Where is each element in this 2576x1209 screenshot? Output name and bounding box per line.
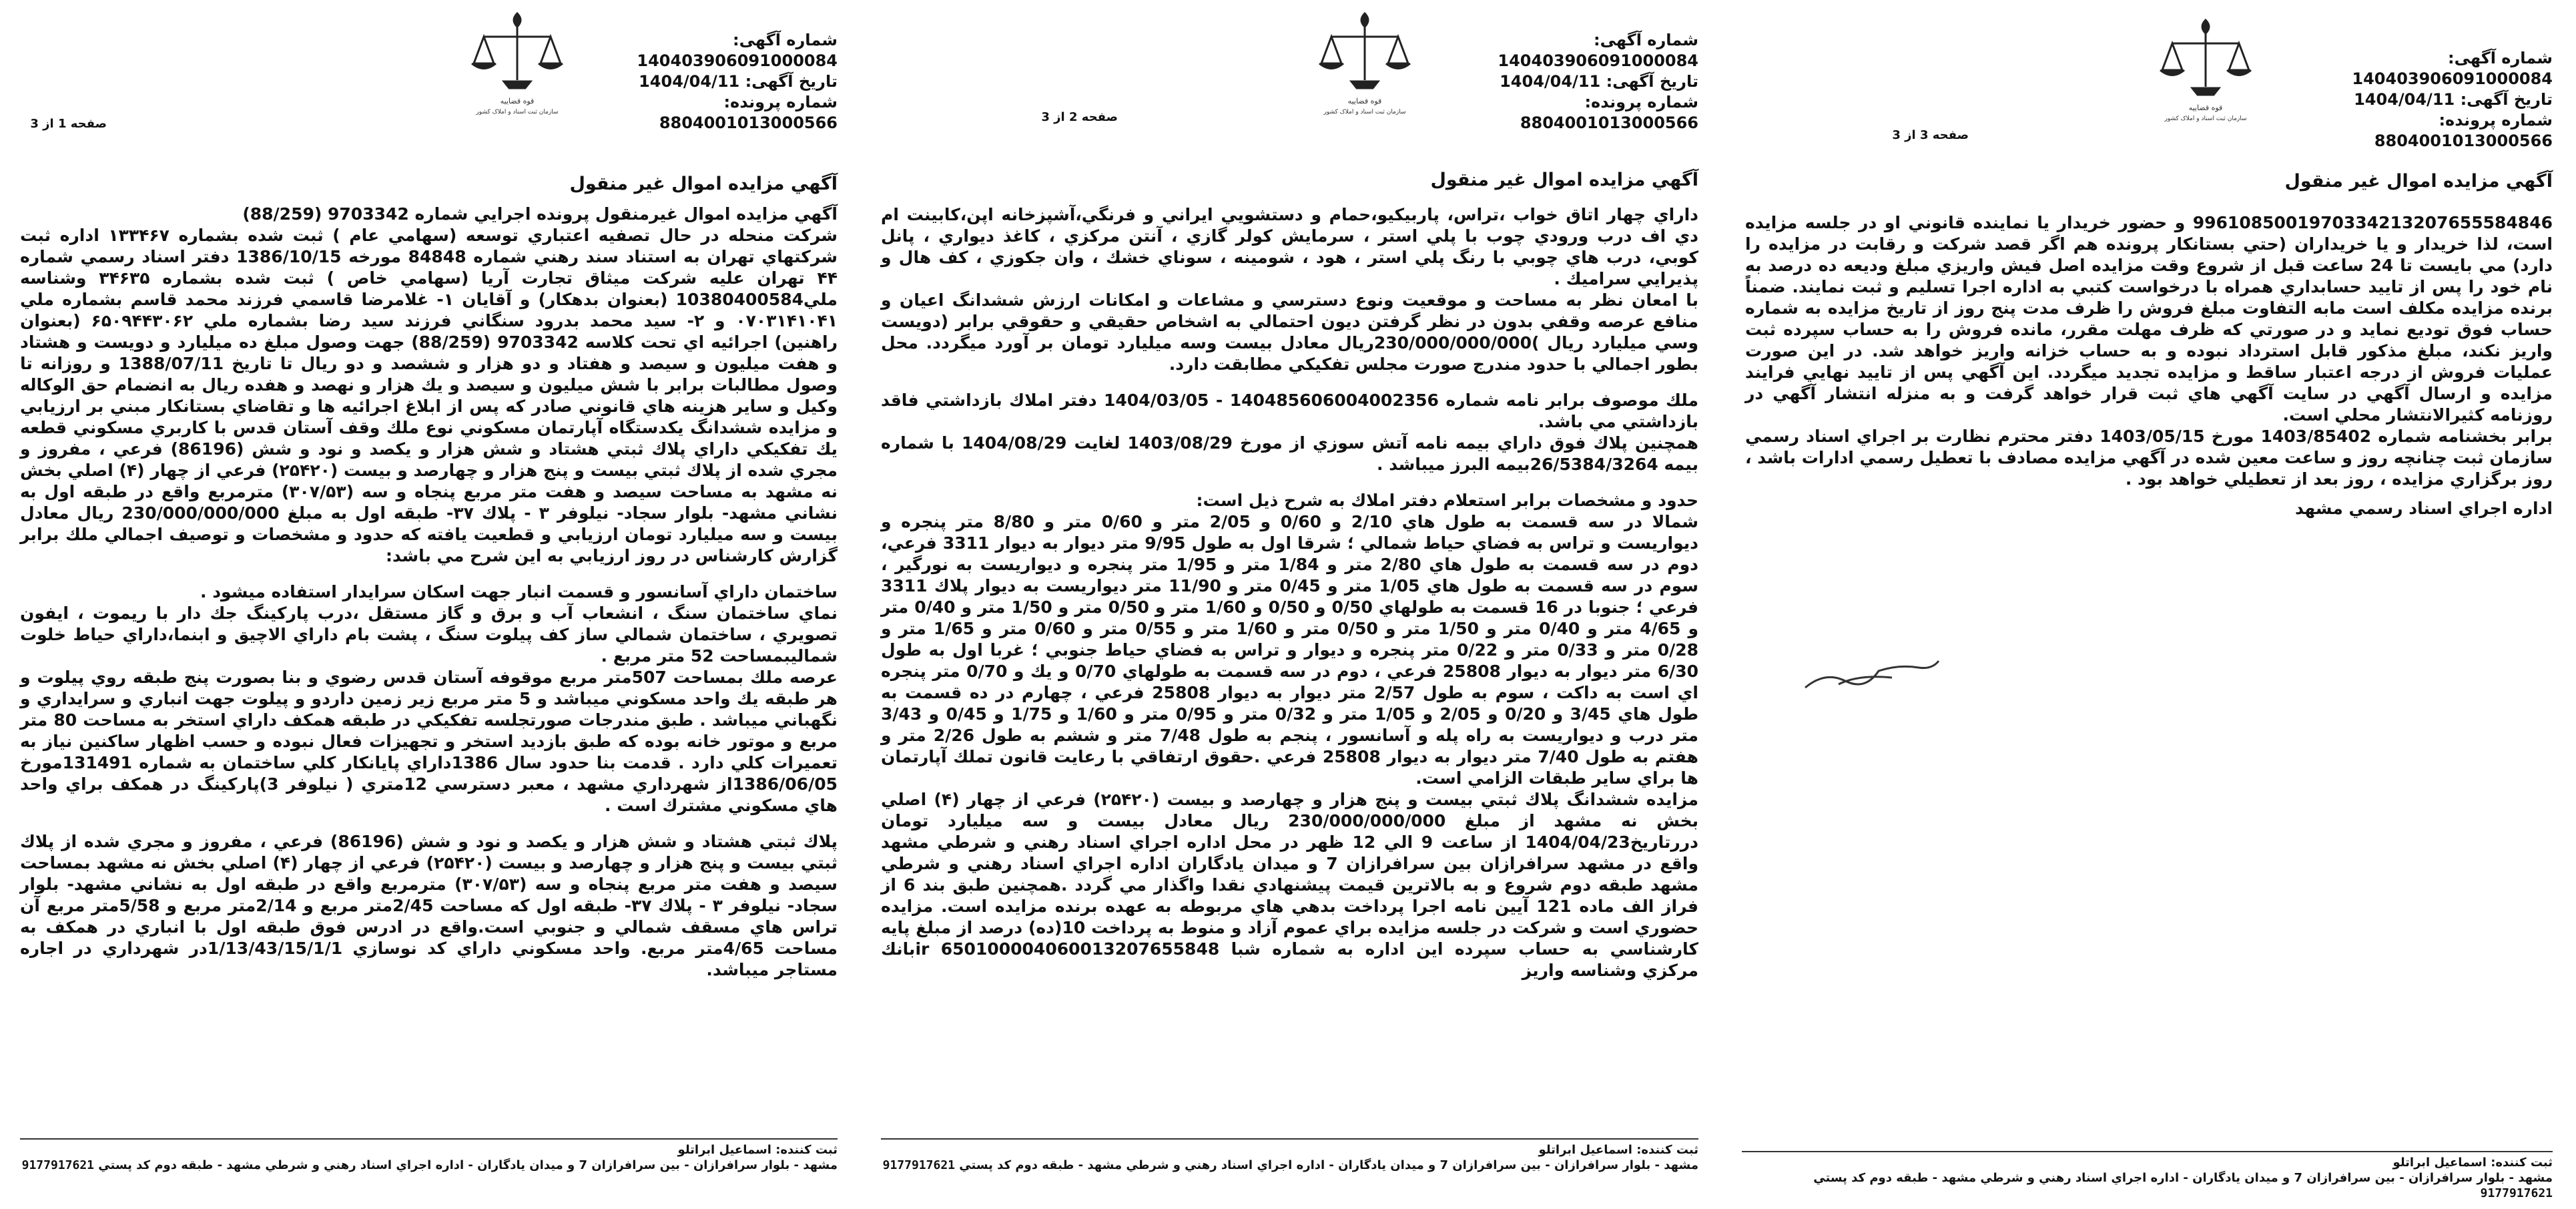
signer-name: اسماعيل ابراتلو [1538, 1143, 1632, 1157]
footer-address: مشهد - بلوار سرافرازان - بين سرافرازان 7 و ميدان يادگاران - اداره اجراي اسناد رهني و شرطي مشهد - طبقه دوم كد پستي [1813, 1171, 2553, 1185]
paragraph-office: اداره اجراي اسناد رسمي مشهد [2294, 499, 2553, 518]
footer-divider [20, 1138, 838, 1140]
footer-divider [1742, 1151, 2553, 1152]
ad-meta [624, 30, 838, 134]
svg-text:سازمان ثبت اسناد و املاک کشور: سازمان ثبت اسناد و املاک کشور [1323, 109, 1406, 115]
body-text [20, 204, 838, 981]
postal-code: 9177917621 [21, 1158, 94, 1172]
body-text [881, 204, 1698, 981]
signer-name: اسماعيل ابراتلو [677, 1143, 771, 1157]
signer-label: ثبت كننده: [2491, 1156, 2553, 1170]
page-footer [881, 1138, 1698, 1173]
scales-emblem [1311, 7, 1418, 117]
page-footer [20, 1138, 838, 1173]
page-title: آگهي مزايده اموال غير منقول [1430, 170, 1698, 190]
ad-number: 140403906091000084 [2352, 69, 2553, 88]
file-number-label: شماره پرونده: [1584, 93, 1698, 111]
signer-label: ثبت كننده: [1636, 1143, 1698, 1157]
paragraph-heading: آگهي مزايده اموال غيرمنقول پرونده اجرايي شماره 9703342 (88/259) [242, 204, 838, 224]
paragraph: ساختمان داراي آسانسور و قسمت انبار جهت اسكان سرايدار استفاده ميشود . [200, 582, 838, 601]
paragraph: شركت منحله در حال تصفيه اعتباري توسعه (سهامي عام ) ثبت شده بشماره ۱۳۳۴۶۷ اداره ثبت شركتهاي تهران به استناد سند رهني شماره 84848 مورخه 1386/10/15 دفتر اسناد رسمي شماره ۴۴ تهران عليه شركت ميثاق تجارت آريا (سهامي خاص ) ثبت شده بشماره ۳۴۶۳۵ وشناسه ملي10380400584 (بعنوان بدهكار) و آقايان ۱- غلامرضا قاسمي فرزند محمد قاسم بشماره ملي ۰۷۰۳۱۴۱۰۴۱ و ۲- سيد محمد بدرود سنگاني فرزند سيد رضا بشماره ملي ۶۵۰۹۴۴۳۰۶۲ (بعنوان راهنين) اجرائيه اي تحت كلاسه 9703342 (88/259) جهت وصول مبلغ ده ميليارد و دويست و هشتاد و هفت ميليون و سيصد و هفتاد و دو هزار و ششصد و دو ريال تا تاريخ 1388/07/11 و روزانه تا وصول مطالبات برابر با شش ميليون و سيصد و يك هزار و نهصد و هفده ريال به انضمام حق الوكاله وكيل و ساير هزينه هاي قانوني صادر كه پس از ابلاغ اجرائيه ها و تقاضاي بستانكار مبني بر ارزيابي و مزايده ششدانگ يكدستگاه آپارتمان مسكوني نوع ملك وقف آستان قدس با كاربري مسكوني قطعه يك تفكيكي داراي پلاك ثبتي هشتاد و شش هزار و يكصد و نود و شش (86196) فرعي ، مفروز و مجري شده از پلاك ثبتي بيست و پنج هزار و چهارصد و بيست (۲۵۴۲۰) فرعي از چهار (۴) اصلي بخش نه مشهد به مساحت سيصد و هفت متر مربع پنجاه و سه (۳۰۷/۵۳) مترمربع واقع در طبقه اول به نشاني مشهد- بلوار سجاد- نيلوفر ۳ - پلاك ۳۷- طبقه اول به مبلغ 230/000/000/000 ريال معادل بيست و سه ميليارد تومان ارزيابي و قطعيت يافته كه حدود و مشخصات و توصيف اجمالي ملك برابر گزارش كارشناس در روز ارزيابي به اين شرح مي باشد: [20, 226, 838, 565]
ad-number-label: شماره آگهی: [2448, 49, 2553, 67]
footer-divider [881, 1138, 1698, 1140]
svg-text:قوه قضاييه: قوه قضاييه [500, 97, 535, 105]
paragraph: پلاك ثبتي هشتاد و شش هزار و يكصد و نود و شش (86196) فرعي ، مفروز و مجري شده از پلاك ثبتي بيست و پنج هزار و چهارصد و بيست (۲۵۴۲۰) فرعي از چهار (۴) اصلي بخش نه مشهد بمساحت سيصد و هفت متر مربع پنجاه و سه (۳۰۷/۵۳) مترمربع واقع در طبقه اول به نشاني مشهد- بلوار سجاد- نيلوفر ۳ - پلاك ۳۷- طبقه اول كه مساحت 2/45متر مربع و 2/14متر مربع و 5/58متر مربع آن تراس هاي مسقف شمالي و جنوبي است.واقع در ادرس فوق طبقه اول با انباري در همكف به مساحت 4/65متر مربع. واحد مسكوني داراي كد نوسازي 1/13/43/15/1/1در شهرداري در اجاره مستاجر ميباشد. [20, 832, 838, 979]
signer-label: ثبت كننده: [775, 1143, 838, 1157]
footer-address: مشهد - بلوار سرافرازان - بين سرافرازان 7 و ميدان يادگاران - اداره اجراي اسناد رهني و شرطي مشهد - طبقه دوم كد پستي [98, 1158, 838, 1172]
paragraph: داراي چهار اتاق خواب ،تراس، پاربيكيو،حمام و دستشويي ايراني و فرنگي،آشپزخانه اپن،كابينت ام دي اف درب ورودي چوب با پلي استر ، سرمايش كولر گازي ، آنتن مركزي ، كاغذ ديواري ، پانل كوبي، درب هاي چوبي با رنگ پلي استر ، هود ، شومينه ، سوناي خشك ، وان جكوزي ، كف هال و پذيرايي سراميك . [881, 205, 1698, 288]
ad-meta [1485, 30, 1698, 134]
paragraph: شمالا در سه قسمت به طول هاي 2/10 و 0/60 و 2/05 متر و 0/60 متر و 8/80 متر پنجره و ديواريست و تراس به فضاي حياط شمالي ؛ شرقا اول به طول 9/95 متر ديوار به ديوار 3311 فرعي، دوم در سه قسمت به طول هاي 2/80 متر و 1/84 متر و 1/95 متر پنجره و ديواريست به نورگير ، سوم در سه قسمت به طول هاي 1/05 متر و 0/45 متر و 11/90 متر ديواريست به ديوار پلاك 3311 فرعي ؛ جنوبا در 16 قسمت به طولهاي 0/50 و 0/50 و 1/60 متر و 0/50 متر و 1/50 متر و 0/40 متر و 4/65 متر و 0/40 متر و 1/50 متر و 0/50 متر و 1/60 متر و 0/55 متر و 0/60 متر و 1/65 متر و 0/28 متر و 0/33 متر و 0/22 متر پنجره و ديوار و تراس به فضاي حياط جنوبي ؛ غربا اول به طول 6/30 متر ديوار به ديوار 25808 فرعي ، دوم در سه قسمت به طولهاي 0/70 و يك و 0/70 متر پنجره اي است به داكت ، سوم به طول 2/57 متر ديوار به ديوار 25808 فرعي ، چهارم در ده قسمت به طول هاي 3/45 و 0/20 و 2/05 و 1/05 متر و 0/32 متر و 0/95 متر و 1/60 و 1/75 و 0/45 و 3/43 متر درب و ديواريست به راه پله و آسانسور ، پنجم به طول 7/48 متر و ششم به طول 2/26 متر و هفتم به طول 7/40 متر ديوار به ديوار 25808 فرعي .حقوق ارتفاقي با رعايت قانون تملك آپارتمان ها براي ساير طبقات الزامي است. [881, 512, 1699, 788]
ad-number-label: شماره آگهی: [733, 31, 838, 49]
paragraph: برابر بخشنامه شماره 1403/85402 مورخ 1403/05/15 دفتر محترم نظارت بر اجراي اسناد رسمي سازمان ثبت چنانچه روز و ساعت معين شده در آگهي مزايده مصادف با تعطيل رسمي ادارات باشد ، روز برگزاري مزايده ، روز بعد از تعطيلي خواهد بود . [1745, 427, 2553, 489]
ad-number-label: شماره آگهی: [1594, 31, 1698, 49]
svg-text:قوه قضاييه: قوه قضاييه [1347, 97, 1382, 105]
ad-number: 140403906091000084 [637, 51, 838, 70]
paragraph: 9961085001970334213207655584846 و حضور خريدار يا نماينده قانوني او در جلسه مزايده است، لذا خريدار و يا خريداران (حتي بستانكار پرونده هم اگر قصد شركت و رقابت در مزايده را دارد) مي بايست تا 24 ساعت قبل از شروع وقت مزايده اصل فيش واريزي مبلغ وديعه ده درصد به نام خود را پس از تاييد حسابداري همراه با درخواست كتبي به اداره اجرا تسليم و ثبت نمايند. ضمناً برنده مزايده مكلف است مابه التفاوت مبلغ فروش را ظرف مدت پنج روز از تاريخ مزايده به شماره حساب فوق توديع نمايد و در صورتي كه ظرف مهلت مقرر، مانده فروش را به حساب سپرده ثبت واريز نكند، مبلغ مذكور قابل استرداد نبوده و به حساب خزانه واريز خواهد شد. در اين صورت عمليات فروش از درجه اعتبار ساقط و مزايده تجديد ميگردد. اين آگهي پس از تاييد نهايي فرايند مزايده و ارسال آگهي در سايت آگهي هاي ثبت قرار خواهد گرفت و به منزله انتشار آگهي در روزنامه كثيرالانتشار محلي است. [1745, 213, 2553, 425]
ad-date-label: تاریخ آگهی: [745, 72, 838, 91]
file-number-label: شماره پرونده: [723, 93, 838, 111]
file-number: 8804001013000566 [2374, 132, 2553, 150]
paragraph: با امعان نظر به مساحت و موقعيت ونوع دسترسي و مشاعات و امكانات ارزش ششدانگ اعيان و منافع عرصه وقفي بدون در نظر گرفتن ديون احتمالي به اشخاص حقيقي و حقوقي برابر (دويست وسي ميليارد ريال )230/000/000/000ريال معادل بيست وسه ميليارد تومان بر آورد ميگردد. محل بطور اجمالي با حدود مندرج صورت مجلس تفكيكي مطابقت دارد. [881, 290, 1699, 374]
ad-date-label: تاریخ آگهی: [1606, 72, 1698, 91]
page-title: آگهي مزايده اموال غير منقول [2284, 171, 2553, 192]
file-number: 8804001013000566 [659, 113, 838, 132]
paragraph: عرصه ملك بمساحت 507متر مربع موقوفه آستان قدس رضوي و بنا بصورت پنج طبقه روي پيلوت و هر طبقه يك واحد مسكوني ميباشد و 5 متر مربع زير زمين داردو و پيلوت جهت انباري و سرايداري و نگهباني ميباشد . طبق مندرجات صورتجلسه تفكيكي در طبقه همكف داراي استخر به مساحت 80 متر مربع و موتور خانه بوده كه طبق بازديد استخر و تجهيزات فعال نبوده و حسب اظهار ساكنين نياز به تعميرات كلي دارد . قدمت بنا حدود سال 1386داراي پايانكار كلي ساختمان به شماره 131491مورخ 1386/06/05از شهرداري مشهد ، معبر دسترسي 12متري ( نيلوفر 3)پاركينگ در همكف براي واحد هاي مسكوني مشترك است . [20, 668, 838, 815]
file-number-label: شماره پرونده: [2439, 111, 2553, 130]
postal-code: 9177917621 [2480, 1186, 2553, 1200]
ad-date: 1404/04/11 [639, 72, 740, 91]
paragraph: نماي ساختمان سنگ ، انشعاب آب و برق و گاز مستقل ،درب پاركينگ جك دار با ريموت ، ايفون تصويري ، ساختمان شمالي ساز كف پيلوت سنگ ، پشت بام داراي الاچيق و ابنما،داراي حياط خلوت شماليبمساحت 52 متر مربع . [20, 603, 838, 666]
footer-address: مشهد - بلوار سرافرازان - بين سرافرازان 7 و ميدان يادگاران - اداره اجراي اسناد رهني و شرطي مشهد - طبقه دوم كد پستي [959, 1158, 1698, 1172]
paragraph: ملك موصوف برابر نامه شماره 140485606004002356 - 1404/03/05 دفتر املاك بازداشتي فاقد بازداشتي مي باشد. [881, 391, 1698, 431]
document-page-2 [861, 0, 1718, 1209]
document-page-3 [1722, 0, 2573, 1209]
page-footer [1742, 1151, 2553, 1201]
ad-date: 1404/04/11 [2354, 90, 2455, 109]
signer-name: اسماعيل ابراتلو [2392, 1156, 2487, 1170]
svg-text:سازمان ثبت اسناد و املاک کشور: سازمان ثبت اسناد و املاک کشور [476, 109, 559, 115]
paragraph: همچنين پلاك فوق داراي بيمه نامه آتش سوزي از مورخ 1403/08/29 لغايت 1404/08/29 با شماره بيمه 26/5384/3264بيمه البرز ميباشد . [881, 433, 1698, 474]
scales-emblem [464, 7, 571, 117]
page-number: صفحه 1 از 3 [30, 117, 107, 131]
svg-text:سازمان ثبت اسناد و املاک کشور: سازمان ثبت اسناد و املاک کشور [2164, 115, 2247, 122]
ad-date: 1404/04/11 [1500, 72, 1601, 91]
postal-code: 9177917621 [882, 1158, 955, 1172]
svg-text:قوه قضاييه: قوه قضاييه [2188, 103, 2223, 112]
paragraph: مزايده ششدانگ پلاك ثبتي بيست و پنج هزار و چهارصد و بيست (۲۵۴۲۰) فرعي از چهار (۴) اصلي بخش نه مشهد از مبلغ 230/000/000/000 ريال معادل بيست و سه ميليارد تومان دررتاريخ1404/04/23 از ساعت 9 الي 12 ظهر در محل اداره اجراي اسناد رهني و شرطي مشهد واقع در مشهد سرافرازان بين سرافرازان 7 و ميدان يادگاران اداره اجراي اسناد رهني و شرطي مشهد طبقه دوم شروع و به بالاترين قيمت پيشنهادي نقدا واگذار مي گردد .همچنين طبق بند 6 از فراز الف ماده 121 آيين نامه اجرا پرداخت بدهي هاي مربوطه به عهده برنده مزايده است. مزايده حضوري است و شركت در جلسه مزايده براي عموم آزاد و منوط به پرداخت 10(ده) درصد از مبلغ پايه كارشناسي به حساب سپرده اين اداره به شماره شبا ir 650100004060013207655848بانك مركزي وشناسه واريز [881, 790, 1699, 980]
paragraph: حدود و مشخصات برابر استعلام دفتر املاك به شرح ذيل است: [1196, 491, 1698, 510]
judiciary-emblem-icon [464, 7, 571, 117]
signature-image [1799, 651, 1945, 698]
body-text [1745, 212, 2553, 519]
judiciary-emblem-icon [2152, 13, 2259, 124]
ad-meta [2339, 48, 2553, 152]
page-title: آگهي مزايده اموال غير منقول [569, 174, 838, 194]
ad-number: 140403906091000084 [1498, 51, 1698, 70]
judiciary-emblem-icon [1311, 7, 1418, 117]
scales-emblem [2152, 13, 2259, 124]
document-page-1 [0, 0, 858, 1209]
page-number: صفحه 2 از 3 [1041, 110, 1118, 124]
file-number: 8804001013000566 [1520, 113, 1698, 132]
page-number: صفحه 3 از 3 [1892, 128, 1969, 142]
ad-date-label: تاریخ آگهی: [2460, 90, 2553, 109]
